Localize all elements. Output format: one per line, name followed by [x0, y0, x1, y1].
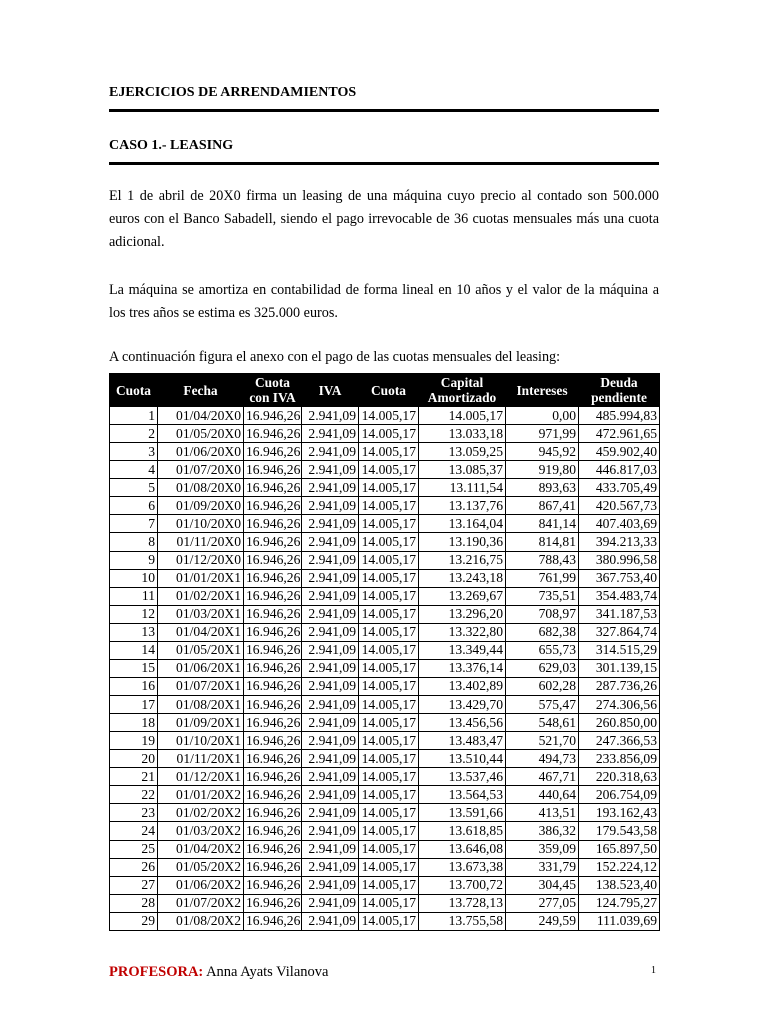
cell-cuota: 7: [110, 515, 158, 533]
cell-fecha: 01/12/20X1: [158, 768, 244, 786]
table-row: [110, 696, 660, 714]
cell-cuota: 18: [110, 714, 158, 732]
cell-cuota-neta: 14.005,17: [359, 623, 419, 641]
cell-intereses: 521,70: [506, 732, 579, 750]
cell-deuda-pendiente: 152.224,12: [579, 858, 660, 876]
cell-fecha: 01/05/20X0: [158, 425, 244, 443]
table-row: [110, 786, 660, 804]
cell-iva: 2.941,09: [302, 750, 359, 768]
table-row: [110, 840, 660, 858]
cell-capital-amortizado: 13.483,47: [419, 732, 506, 750]
cell-capital-amortizado: 13.755,58: [419, 912, 506, 930]
cell-deuda-pendiente: 124.795,27: [579, 894, 660, 912]
cell-fecha: 01/07/20X0: [158, 461, 244, 479]
cell-capital-amortizado: 13.111,54: [419, 479, 506, 497]
table-row: [110, 714, 660, 732]
cell-cuota: 3: [110, 443, 158, 461]
cell-iva: 2.941,09: [302, 714, 359, 732]
cell-intereses: 277,05: [506, 894, 579, 912]
cell-deuda-pendiente: 485.994,83: [579, 407, 660, 425]
cell-capital-amortizado: 13.164,04: [419, 515, 506, 533]
cell-cuota-neta: 14.005,17: [359, 822, 419, 840]
cell-intereses: 629,03: [506, 659, 579, 677]
cell-cuota: 5: [110, 479, 158, 497]
cell-cuota-neta: 14.005,17: [359, 659, 419, 677]
cell-capital-amortizado: 13.537,46: [419, 768, 506, 786]
cell-fecha: 01/07/20X2: [158, 894, 244, 912]
case-divider: [109, 162, 659, 165]
cell-fecha: 01/08/20X2: [158, 912, 244, 930]
cell-cuota-neta: 14.005,17: [359, 497, 419, 515]
cell-deuda-pendiente: 179.543,58: [579, 822, 660, 840]
table-row: [110, 858, 660, 876]
cell-fecha: 01/07/20X1: [158, 677, 244, 695]
cell-intereses: 682,38: [506, 623, 579, 641]
cell-cuota-neta: 14.005,17: [359, 804, 419, 822]
cell-intereses: 761,99: [506, 569, 579, 587]
cell-cuota: 8: [110, 533, 158, 551]
table-row: [110, 443, 660, 461]
cell-fecha: 01/03/20X2: [158, 822, 244, 840]
table-row: [110, 623, 660, 641]
cell-cuota-neta: 14.005,17: [359, 569, 419, 587]
cell-iva: 2.941,09: [302, 551, 359, 569]
cell-deuda-pendiente: 165.897,50: [579, 840, 660, 858]
cell-cuota-neta: 14.005,17: [359, 677, 419, 695]
cell-cuota-neta: 14.005,17: [359, 479, 419, 497]
cell-cuota-neta: 14.005,17: [359, 696, 419, 714]
cell-cuota-con-iva: 16.946,26: [244, 840, 302, 858]
cell-cuota-con-iva: 16.946,26: [244, 786, 302, 804]
cell-intereses: 655,73: [506, 641, 579, 659]
cell-fecha: 01/03/20X1: [158, 605, 244, 623]
cell-intereses: 413,51: [506, 804, 579, 822]
cell-deuda-pendiente: 274.306,56: [579, 696, 660, 714]
cell-iva: 2.941,09: [302, 677, 359, 695]
cell-fecha: 01/06/20X1: [158, 659, 244, 677]
cell-cuota-con-iva: 16.946,26: [244, 876, 302, 894]
cell-intereses: 575,47: [506, 696, 579, 714]
cell-iva: 2.941,09: [302, 876, 359, 894]
cell-cuota-neta: 14.005,17: [359, 461, 419, 479]
cell-deuda-pendiente: 301.139,15: [579, 659, 660, 677]
cell-cuota-con-iva: 16.946,26: [244, 443, 302, 461]
header-fecha: Fecha: [158, 374, 244, 407]
cell-deuda-pendiente: 233.856,09: [579, 750, 660, 768]
cell-deuda-pendiente: 420.567,73: [579, 497, 660, 515]
cell-iva: 2.941,09: [302, 569, 359, 587]
table-row: [110, 894, 660, 912]
cell-deuda-pendiente: 206.754,09: [579, 786, 660, 804]
cell-cuota-neta: 14.005,17: [359, 515, 419, 533]
cell-intereses: 867,41: [506, 497, 579, 515]
cell-deuda-pendiente: 472.961,65: [579, 425, 660, 443]
cell-fecha: 01/11/20X1: [158, 750, 244, 768]
cell-cuota-neta: 14.005,17: [359, 912, 419, 930]
cell-iva: 2.941,09: [302, 858, 359, 876]
cell-cuota: 9: [110, 551, 158, 569]
table-row: [110, 587, 660, 605]
table-row: [110, 641, 660, 659]
cell-intereses: 304,45: [506, 876, 579, 894]
table-row: [110, 659, 660, 677]
header-intereses: Intereses: [506, 374, 579, 407]
cell-fecha: 01/01/20X2: [158, 786, 244, 804]
leasing-schedule-table: [109, 373, 660, 931]
cell-cuota: 14: [110, 641, 158, 659]
cell-cuota-neta: 14.005,17: [359, 768, 419, 786]
paragraph-annex: A continuación figura el anexo con el pago de las cuotas mensuales del leasing:: [109, 349, 561, 365]
cell-cuota-con-iva: 16.946,26: [244, 515, 302, 533]
cell-deuda-pendiente: 380.996,58: [579, 551, 660, 569]
header-cuota: Cuota: [110, 374, 158, 407]
cell-iva: 2.941,09: [302, 407, 359, 425]
paragraph-intro: El 1 de abril de 20X0 firma un leasing de una máquina cuyo precio al contado son 500.000 euros con el Banco Sabadell, siendo el pago irrevocable de 36 cuotas mensuales más una cuota adicional.: [109, 188, 659, 250]
cell-intereses: 467,71: [506, 768, 579, 786]
cell-cuota-con-iva: 16.946,26: [244, 822, 302, 840]
cell-fecha: 01/08/20X0: [158, 479, 244, 497]
table-row: [110, 605, 660, 623]
cell-iva: 2.941,09: [302, 840, 359, 858]
cell-cuota: 10: [110, 569, 158, 587]
cell-cuota: 11: [110, 587, 158, 605]
cell-cuota-neta: 14.005,17: [359, 533, 419, 551]
cell-iva: 2.941,09: [302, 768, 359, 786]
cell-cuota-con-iva: 16.946,26: [244, 569, 302, 587]
cell-cuota-con-iva: 16.946,26: [244, 858, 302, 876]
cell-cuota: 1: [110, 407, 158, 425]
cell-capital-amortizado: 14.005,17: [419, 407, 506, 425]
cell-cuota: 6: [110, 497, 158, 515]
table-row: [110, 677, 660, 695]
cell-iva: 2.941,09: [302, 641, 359, 659]
cell-cuota-con-iva: 16.946,26: [244, 461, 302, 479]
cell-iva: 2.941,09: [302, 443, 359, 461]
cell-fecha: 01/02/20X2: [158, 804, 244, 822]
cell-capital-amortizado: 13.376,14: [419, 659, 506, 677]
cell-capital-amortizado: 13.456,56: [419, 714, 506, 732]
cell-deuda-pendiente: 354.483,74: [579, 587, 660, 605]
cell-capital-amortizado: 13.269,67: [419, 587, 506, 605]
cell-capital-amortizado: 13.190,36: [419, 533, 506, 551]
cell-cuota-neta: 14.005,17: [359, 732, 419, 750]
cell-deuda-pendiente: 138.523,40: [579, 876, 660, 894]
header-deuda-pendiente: Deuda pendiente: [579, 374, 660, 407]
cell-capital-amortizado: 13.296,20: [419, 605, 506, 623]
cell-cuota-con-iva: 16.946,26: [244, 677, 302, 695]
cell-cuota-con-iva: 16.946,26: [244, 750, 302, 768]
table-row: [110, 497, 660, 515]
cell-fecha: 01/04/20X1: [158, 623, 244, 641]
table-row: [110, 551, 660, 569]
cell-cuota: 29: [110, 912, 158, 930]
cell-fecha: 01/05/20X2: [158, 858, 244, 876]
cell-cuota-con-iva: 16.946,26: [244, 894, 302, 912]
cell-cuota-con-iva: 16.946,26: [244, 912, 302, 930]
cell-cuota-con-iva: 16.946,26: [244, 407, 302, 425]
cell-iva: 2.941,09: [302, 515, 359, 533]
page-number: 1: [651, 965, 656, 976]
table-row: [110, 750, 660, 768]
cell-capital-amortizado: 13.322,80: [419, 623, 506, 641]
cell-deuda-pendiente: 220.318,63: [579, 768, 660, 786]
cell-intereses: 602,28: [506, 677, 579, 695]
cell-cuota-con-iva: 16.946,26: [244, 804, 302, 822]
title-divider: [109, 109, 659, 112]
paragraph-depreciation: La máquina se amortiza en contabilidad de forma lineal en 10 años y el valor de la máquina a los tres años se estima es 325.000 euros.: [109, 282, 659, 321]
cell-intereses: 788,43: [506, 551, 579, 569]
cell-cuota-neta: 14.005,17: [359, 587, 419, 605]
table-row: [110, 732, 660, 750]
cell-deuda-pendiente: 407.403,69: [579, 515, 660, 533]
cell-cuota: 21: [110, 768, 158, 786]
table-row: [110, 407, 660, 425]
cell-iva: 2.941,09: [302, 605, 359, 623]
cell-fecha: 01/09/20X1: [158, 714, 244, 732]
cell-fecha: 01/09/20X0: [158, 497, 244, 515]
footer-label: PROFESORA:: [109, 964, 204, 980]
cell-deuda-pendiente: 247.366,53: [579, 732, 660, 750]
cell-cuota-neta: 14.005,17: [359, 714, 419, 732]
cell-capital-amortizado: 13.085,37: [419, 461, 506, 479]
cell-deuda-pendiente: 394.213,33: [579, 533, 660, 551]
cell-intereses: 841,14: [506, 515, 579, 533]
table-row: [110, 461, 660, 479]
table-row: [110, 876, 660, 894]
cell-cuota: 17: [110, 696, 158, 714]
cell-capital-amortizado: 13.646,08: [419, 840, 506, 858]
cell-deuda-pendiente: 260.850,00: [579, 714, 660, 732]
footer: [109, 964, 328, 981]
table-body: [110, 407, 660, 931]
cell-intereses: 893,63: [506, 479, 579, 497]
cell-iva: 2.941,09: [302, 425, 359, 443]
cell-cuota: 27: [110, 876, 158, 894]
cell-cuota-con-iva: 16.946,26: [244, 768, 302, 786]
cell-intereses: 440,64: [506, 786, 579, 804]
cell-iva: 2.941,09: [302, 659, 359, 677]
cell-intereses: 249,59: [506, 912, 579, 930]
cell-fecha: 01/02/20X1: [158, 587, 244, 605]
header-iva: IVA: [302, 374, 359, 407]
cell-cuota: 12: [110, 605, 158, 623]
cell-capital-amortizado: 13.591,66: [419, 804, 506, 822]
cell-iva: 2.941,09: [302, 696, 359, 714]
cell-cuota: 23: [110, 804, 158, 822]
table-row: [110, 768, 660, 786]
cell-cuota-con-iva: 16.946,26: [244, 696, 302, 714]
cell-fecha: 01/08/20X1: [158, 696, 244, 714]
cell-iva: 2.941,09: [302, 587, 359, 605]
footer-name: Anna Ayats Vilanova: [206, 964, 329, 980]
cell-capital-amortizado: 13.033,18: [419, 425, 506, 443]
cell-cuota-con-iva: 16.946,26: [244, 551, 302, 569]
cell-cuota-con-iva: 16.946,26: [244, 714, 302, 732]
cell-fecha: 01/04/20X2: [158, 840, 244, 858]
cell-iva: 2.941,09: [302, 732, 359, 750]
cell-cuota: 20: [110, 750, 158, 768]
cell-intereses: 548,61: [506, 714, 579, 732]
cell-capital-amortizado: 13.510,44: [419, 750, 506, 768]
cell-fecha: 01/12/20X0: [158, 551, 244, 569]
cell-intereses: 331,79: [506, 858, 579, 876]
cell-cuota-neta: 14.005,17: [359, 876, 419, 894]
cell-deuda-pendiente: 446.817,03: [579, 461, 660, 479]
cell-cuota: 15: [110, 659, 158, 677]
cell-deuda-pendiente: 459.902,40: [579, 443, 660, 461]
cell-cuota-neta: 14.005,17: [359, 894, 419, 912]
cell-cuota-con-iva: 16.946,26: [244, 533, 302, 551]
cell-cuota-con-iva: 16.946,26: [244, 623, 302, 641]
cell-fecha: 01/06/20X0: [158, 443, 244, 461]
cell-fecha: 01/11/20X0: [158, 533, 244, 551]
cell-cuota: 19: [110, 732, 158, 750]
cell-capital-amortizado: 13.728,13: [419, 894, 506, 912]
cell-iva: 2.941,09: [302, 822, 359, 840]
cell-deuda-pendiente: 367.753,40: [579, 569, 660, 587]
cell-cuota-con-iva: 16.946,26: [244, 605, 302, 623]
table-row: [110, 822, 660, 840]
cell-cuota-con-iva: 16.946,26: [244, 425, 302, 443]
cell-cuota: 24: [110, 822, 158, 840]
cell-deuda-pendiente: 193.162,43: [579, 804, 660, 822]
cell-intereses: 494,73: [506, 750, 579, 768]
cell-cuota-neta: 14.005,17: [359, 641, 419, 659]
table-header-row: [110, 374, 660, 407]
cell-intereses: 708,97: [506, 605, 579, 623]
cell-fecha: 01/06/20X2: [158, 876, 244, 894]
cell-cuota-con-iva: 16.946,26: [244, 732, 302, 750]
cell-fecha: 01/10/20X0: [158, 515, 244, 533]
header-cuota-neta: Cuota: [359, 374, 419, 407]
cell-capital-amortizado: 13.429,70: [419, 696, 506, 714]
cell-deuda-pendiente: 433.705,49: [579, 479, 660, 497]
table-row: [110, 912, 660, 930]
cell-iva: 2.941,09: [302, 497, 359, 515]
cell-intereses: 359,09: [506, 840, 579, 858]
cell-cuota-neta: 14.005,17: [359, 407, 419, 425]
cell-capital-amortizado: 13.216,75: [419, 551, 506, 569]
cell-cuota: 22: [110, 786, 158, 804]
cell-iva: 2.941,09: [302, 804, 359, 822]
cell-cuota-neta: 14.005,17: [359, 750, 419, 768]
cell-capital-amortizado: 13.349,44: [419, 641, 506, 659]
cell-deuda-pendiente: 287.736,26: [579, 677, 660, 695]
table-row: [110, 804, 660, 822]
cell-capital-amortizado: 13.059,25: [419, 443, 506, 461]
table-row: [110, 425, 660, 443]
cell-iva: 2.941,09: [302, 894, 359, 912]
cell-cuota: 4: [110, 461, 158, 479]
cell-fecha: 01/01/20X1: [158, 569, 244, 587]
case-title: CASO 1.- LEASING: [109, 138, 234, 153]
cell-deuda-pendiente: 327.864,74: [579, 623, 660, 641]
cell-intereses: 0,00: [506, 407, 579, 425]
cell-cuota-neta: 14.005,17: [359, 443, 419, 461]
cell-cuota: 13: [110, 623, 158, 641]
cell-deuda-pendiente: 111.039,69: [579, 912, 660, 930]
cell-cuota-con-iva: 16.946,26: [244, 659, 302, 677]
cell-cuota-neta: 14.005,17: [359, 551, 419, 569]
cell-intereses: 735,51: [506, 587, 579, 605]
cell-cuota-neta: 14.005,17: [359, 786, 419, 804]
cell-deuda-pendiente: 314.515,29: [579, 641, 660, 659]
cell-cuota-neta: 14.005,17: [359, 840, 419, 858]
cell-cuota-neta: 14.005,17: [359, 858, 419, 876]
cell-iva: 2.941,09: [302, 533, 359, 551]
cell-cuota-neta: 14.005,17: [359, 425, 419, 443]
cell-cuota-con-iva: 16.946,26: [244, 641, 302, 659]
cell-cuota: 28: [110, 894, 158, 912]
table-row: [110, 569, 660, 587]
cell-deuda-pendiente: 341.187,53: [579, 605, 660, 623]
cell-capital-amortizado: 13.618,85: [419, 822, 506, 840]
cell-intereses: 971,99: [506, 425, 579, 443]
cell-iva: 2.941,09: [302, 786, 359, 804]
cell-capital-amortizado: 13.700,72: [419, 876, 506, 894]
table-row: [110, 479, 660, 497]
cell-capital-amortizado: 13.243,18: [419, 569, 506, 587]
cell-iva: 2.941,09: [302, 912, 359, 930]
cell-intereses: 945,92: [506, 443, 579, 461]
cell-intereses: 919,80: [506, 461, 579, 479]
cell-cuota-con-iva: 16.946,26: [244, 479, 302, 497]
header-cuota-con-iva: Cuota con IVA: [244, 374, 302, 407]
cell-fecha: 01/10/20X1: [158, 732, 244, 750]
cell-cuota: 16: [110, 677, 158, 695]
cell-iva: 2.941,09: [302, 461, 359, 479]
table-row: [110, 533, 660, 551]
document-title: EJERCICIOS DE ARRENDAMIENTOS: [109, 85, 357, 100]
cell-capital-amortizado: 13.402,89: [419, 677, 506, 695]
table-row: [110, 515, 660, 533]
cell-cuota-con-iva: 16.946,26: [244, 587, 302, 605]
cell-capital-amortizado: 13.673,38: [419, 858, 506, 876]
cell-fecha: 01/04/20X0: [158, 407, 244, 425]
cell-iva: 2.941,09: [302, 479, 359, 497]
cell-cuota: 26: [110, 858, 158, 876]
cell-iva: 2.941,09: [302, 623, 359, 641]
cell-cuota-neta: 14.005,17: [359, 605, 419, 623]
header-capital-amortizado: Capital Amortizado: [419, 374, 506, 407]
cell-fecha: 01/05/20X1: [158, 641, 244, 659]
cell-cuota: 25: [110, 840, 158, 858]
cell-cuota-con-iva: 16.946,26: [244, 497, 302, 515]
cell-cuota: 2: [110, 425, 158, 443]
cell-capital-amortizado: 13.137,76: [419, 497, 506, 515]
cell-intereses: 814,81: [506, 533, 579, 551]
cell-capital-amortizado: 13.564,53: [419, 786, 506, 804]
cell-intereses: 386,32: [506, 822, 579, 840]
